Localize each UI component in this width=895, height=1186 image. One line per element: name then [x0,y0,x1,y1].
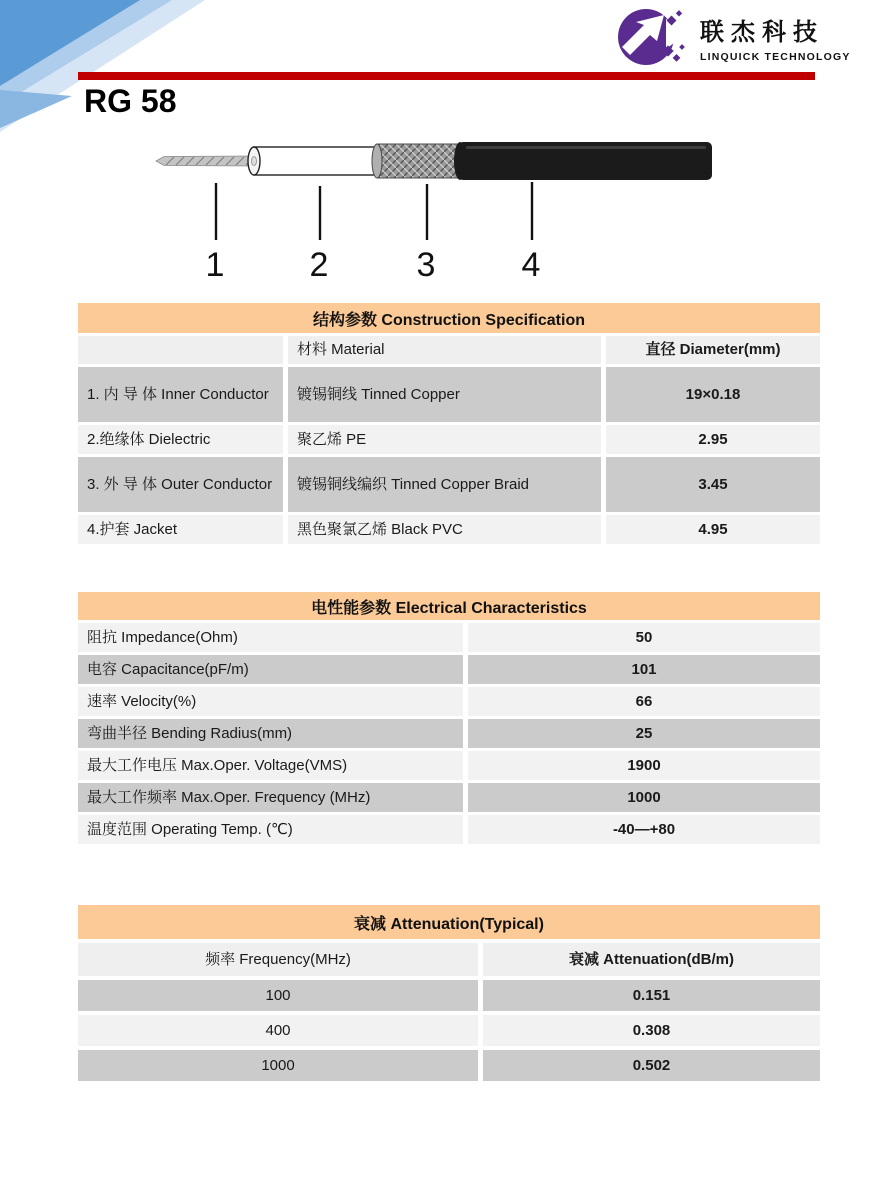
construction-row-material: 聚乙烯 PE [288,425,601,454]
attenuation-header-value: 衰减 Attenuation(dB/m) [483,943,820,976]
logo-icon [610,5,692,69]
page-title: RG 58 [84,83,177,119]
attenuation-row-frequency: 1000 [78,1050,478,1081]
attenuation-row-frequency: 400 [78,1015,478,1046]
construction-row-diameter: 4.95 [606,515,820,544]
attenuation-table [78,905,820,1081]
part-label-1: 1 [205,246,225,284]
construction-row-material: 黑色聚氯乙烯 Black PVC [288,515,601,544]
leader-lines [216,182,532,240]
company-name-en: LINQUICK TECHNOLOGY [700,50,851,63]
construction-row-part: 2.绝缘体 Dielectric [78,425,283,454]
inner-conductor-graphic [156,156,258,166]
construction-row-material: 镀锡铜线编织 Tinned Copper Braid [288,457,601,512]
construction-row-part [78,367,283,422]
electrical-row-label: 温度范围 Operating Temp. (℃) [78,815,463,844]
header-rule [78,72,815,80]
company-name-cn: 联杰科技 [700,18,824,46]
attenuation-header-frequency: 频率 Frequency(MHz) [78,943,478,976]
part-label-3: 3 [416,246,436,284]
electrical-row-label: 速率 Velocity(%) [78,687,463,716]
part-name: 3. 外 导 体 Outer Conductor [87,475,273,493]
electrical-table [78,592,820,844]
electrical-row-value: 66 [468,687,820,716]
electrical-row-value: 1000 [468,783,820,812]
electrical-row-label: 最大工作电压 Max.Oper. Voltage(VMS) [78,751,463,780]
dielectric-graphic [248,147,377,175]
construction-row-material: 镀锡铜线 Tinned Copper [288,367,601,422]
electrical-row-label: 最大工作频率 Max.Oper. Frequency (MHz) [78,783,463,812]
electrical-row-label: 弯曲半径 Bending Radius(mm) [78,719,463,748]
construction-table [78,303,820,544]
part-number-labels [206,246,541,284]
construction-header-blank [78,336,283,364]
construction-row-part: 4.护套 Jacket [78,515,283,544]
braid-shield-graphic [372,144,460,178]
construction-header-material: 材料 Material [288,336,601,364]
part-name: 1. 内 导 体 Inner Conductor [87,385,269,403]
electrical-row-label: 阻抗 Impedance(Ohm) [78,623,463,652]
electrical-row-value: 101 [468,655,820,684]
attenuation-row-value: 0.502 [483,1050,820,1081]
attenuation-row-value: 0.308 [483,1015,820,1046]
construction-table-title: 结构参数 Construction Specification [78,303,820,333]
construction-row-diameter: 19×0.18 [606,367,820,422]
attenuation-row-value: 0.151 [483,980,820,1011]
part-label-4: 4 [521,246,541,284]
jacket-graphic [454,142,712,180]
electrical-row-value: -40—+80 [468,815,820,844]
electrical-table-title: 电性能参数 Electrical Characteristics [78,592,820,620]
electrical-row-label: 电容 Capacitance(pF/m) [78,655,463,684]
electrical-row-value: 1900 [468,751,820,780]
construction-row-diameter: 2.95 [606,425,820,454]
part-label-2: 2 [309,246,329,284]
construction-row-part [78,457,283,512]
attenuation-table-title: 衰减 Attenuation(Typical) [78,905,820,939]
construction-row-diameter: 3.45 [606,457,820,512]
electrical-row-value: 50 [468,623,820,652]
attenuation-row-frequency: 100 [78,980,478,1011]
construction-header-diameter: 直径 Diameter(mm) [606,336,820,364]
electrical-row-value: 25 [468,719,820,748]
company-logo [610,5,851,69]
cable-diagram [148,128,730,286]
